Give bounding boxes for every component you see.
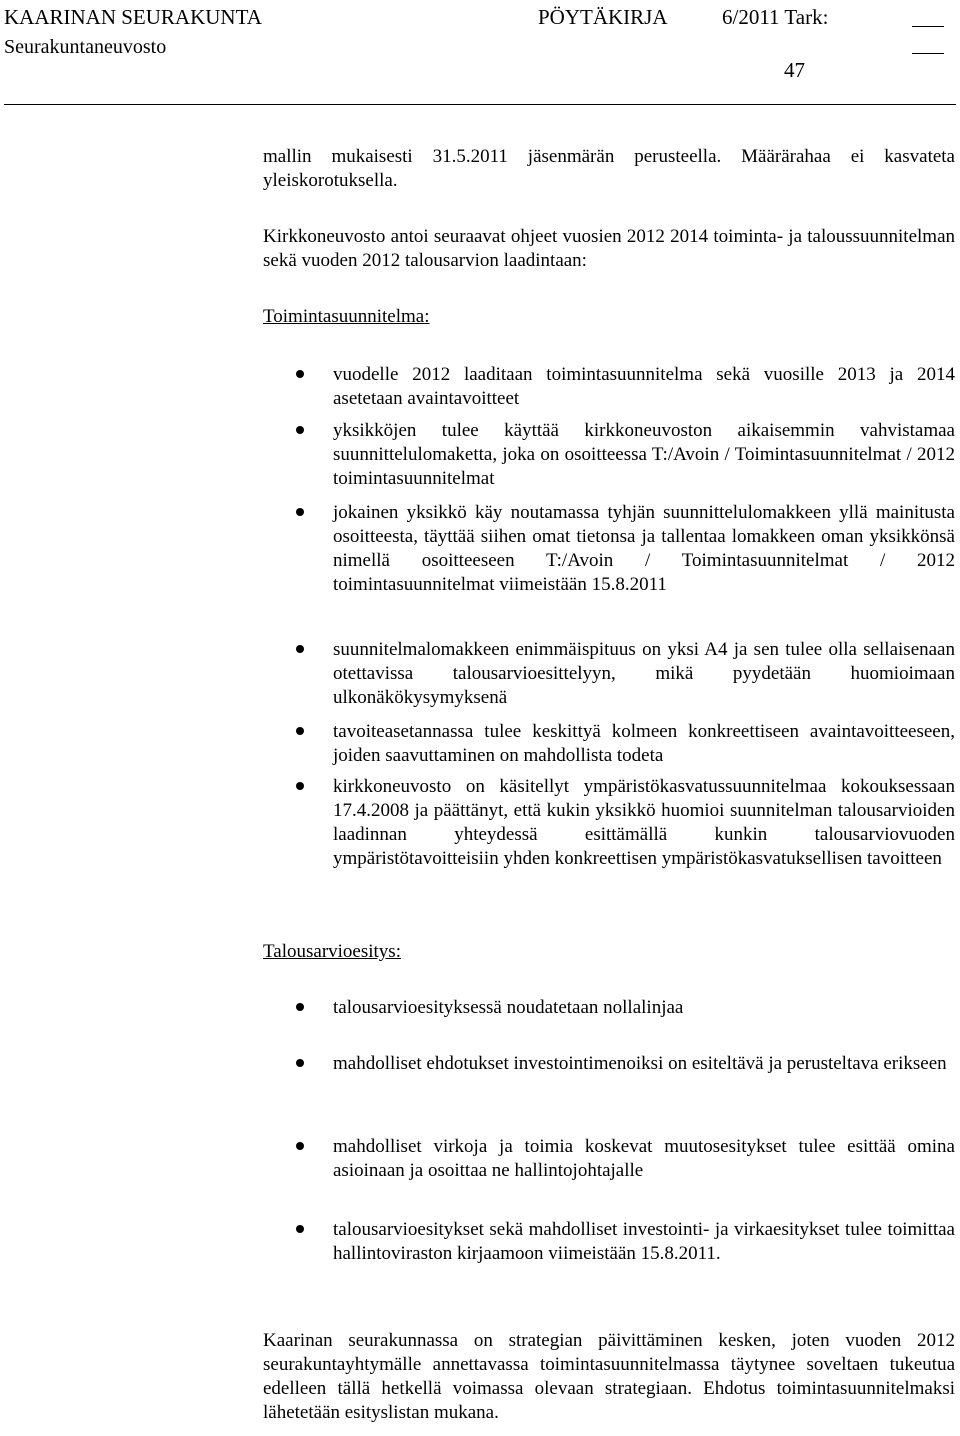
bullet-icon bbox=[296, 370, 304, 378]
closing-paragraph: Kaarinan seurakunnassa on strategian päivittäminen kesken, joten vuoden 2012 seurakuntayhtymälle annettavassa toimintasuunnitelmassa täytynee soveltaen tukeutua edelleen tällä hetkellä voimassa olevaan strategiaan. Ehdotus toimintasuunnitelmaksi lähetetään esityslistan mukana. bbox=[263, 1330, 955, 1423]
header-revision-blank bbox=[912, 26, 944, 27]
list-item: talousarvioesityksessä noudatetaan nollalinjaa bbox=[333, 997, 684, 1018]
list-item: talousarvioesitykset sekä mahdolliset investointi- ja virkaesitykset tulee toimittaa hallintoviraston kirjaamoon viimeistään 15.8.2011. bbox=[333, 1219, 955, 1264]
list-item: vuodelle 2012 laaditaan toimintasuunnitelma sekä vuosille 2013 ja 2014 asetetaan avaintavoitteet bbox=[333, 364, 955, 409]
header-document-type: PÖYTÄKIRJA bbox=[538, 5, 668, 29]
bullet-icon bbox=[296, 727, 304, 735]
bullet-icon bbox=[296, 782, 304, 790]
section-heading-action-plan bbox=[263, 305, 429, 329]
section-heading-budget-proposal bbox=[263, 940, 401, 964]
bullet-icon bbox=[296, 1225, 304, 1233]
page-number: 47 bbox=[784, 58, 805, 82]
section-heading-text: Talousarvioesitys bbox=[263, 941, 396, 962]
list-item: mahdolliset virkoja ja toimia koskevat muutosesitykset tulee esittää omina asioinaan ja osoittaa ne hallintojohtajalle bbox=[333, 1136, 955, 1181]
header-organization: KAARINAN SEURAKUNTA bbox=[4, 5, 262, 29]
intro-paragraph: mallin mukaisesti 31.5.2011 jäsenmärän perusteella. Määrärahaa ei kasvateta yleiskorotuksella. bbox=[263, 146, 955, 191]
header-body-name: Seurakuntaneuvosto bbox=[4, 36, 167, 58]
header-divider bbox=[4, 104, 956, 105]
heading-colon: : bbox=[424, 306, 430, 327]
header-document-number: 6/2011 Tark: bbox=[722, 5, 829, 29]
bullet-icon bbox=[296, 1003, 304, 1011]
list-item: tavoiteasetannassa tulee keskittyä kolmeen konkreettiseen avaintavoitteeseen, joiden saavuttaminen on mahdollista todeta bbox=[333, 721, 955, 766]
list-item: jokainen yksikkö käy noutamassa tyhjän suunnittelulomakkeen yllä mainitusta osoitteesta, täyttää siihen omat tietonsa ja tallentaa lomakkeen oman yksikkönsä nimellä osoitteeseen T:/Avoin / Toimintasuunnitelmat / 2012 toimintasuunnitelmat viimeistään 15.8.2011 bbox=[333, 502, 955, 595]
header-page-blank bbox=[912, 53, 944, 54]
list-item: kirkkoneuvosto on käsitellyt ympäristökasvatussuunnitelmaa kokouksessaan 17.4.2008 ja päättänyt, että kukin yksikkö huomioi suunnitelman talousarvioiden laadinnan yhteydessä esittämällä kunkin talousarviovuoden ympäristötavoitteisiin yhden konkreettisen ympäristökasvatuksellisen tavoitteen bbox=[333, 776, 955, 869]
bullet-icon bbox=[296, 508, 304, 516]
bullet-icon bbox=[296, 426, 304, 434]
bullet-icon bbox=[296, 1059, 304, 1067]
list-item: mahdolliset ehdotukset investointimenoiksi on esiteltävä ja perusteltava erikseen bbox=[333, 1053, 947, 1074]
bullet-icon bbox=[296, 1142, 304, 1150]
bullet-icon bbox=[296, 645, 304, 653]
list-item: yksikköjen tulee käyttää kirkkoneuvoston aikaisemmin vahvistamaa suunnittelulomaketta, joka on osoitteessa T:/Avoin / Toimintasuunnitelmat / 2012 toimintasuunnitelmat bbox=[333, 420, 955, 489]
section-heading-text: Toimintasuunnitelma bbox=[263, 306, 425, 327]
list-item: suunnitelmalomakkeen enimmäispituus on yksi A4 ja sen tulee olla sellaisenaan otettavissa talousarvioesittelyyn, mikä pyydetään huomioimaan ulkonäkökysymyksenä bbox=[333, 639, 955, 708]
heading-colon: : bbox=[395, 941, 401, 962]
instructions-paragraph: Kirkkoneuvosto antoi seuraavat ohjeet vuosien 2012 2014 toiminta- ja taloussuunnitelman sekä vuoden 2012 talousarvion laadintaan: bbox=[263, 226, 955, 271]
